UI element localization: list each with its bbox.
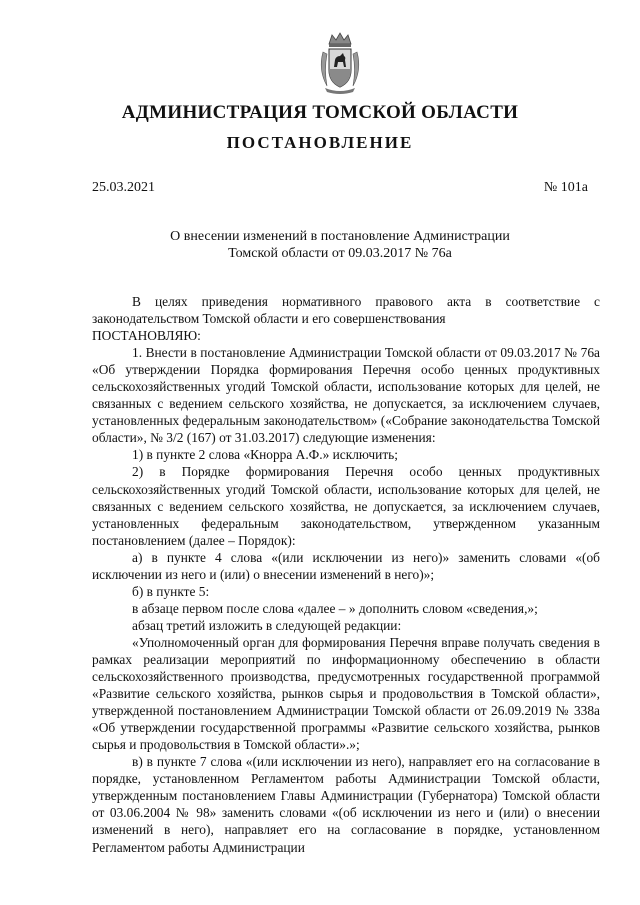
paragraph: б) в пункте 5: bbox=[132, 583, 210, 599]
document-subject bbox=[120, 228, 560, 262]
coat-of-arms-icon bbox=[315, 30, 365, 95]
paragraph: 2) в Порядке формирования Перечня особо ценных продуктивных сельскохозяйственных угодий Томской области, использование которых для целей, не связанных с ведением сельского хозяйства, не допускается, за исключением случаев, установленных федеральным законодательством, утвержденном указанным постановлением (далее – Порядок): bbox=[92, 464, 600, 548]
paragraph: В целях приведения нормативного правового акта в соответствие с законодательством Томской области и его совершенствования bbox=[92, 294, 600, 327]
organization-title: АДМИНИСТРАЦИЯ ТОМСКОЙ ОБЛАСТИ bbox=[121, 102, 519, 123]
document-date: 25.03.2021 bbox=[92, 180, 155, 195]
paragraph: а) в пункте 4 слова «(или исключении из него)» заменить словами «(об исключении из него и (или) о внесении изменений в него)»; bbox=[92, 549, 600, 582]
subject-line: О внесении изменений в постановление Администрации bbox=[170, 229, 510, 244]
subject-line: Томской области от 09.03.2017 № 76а bbox=[228, 246, 452, 261]
document-number: № 101а bbox=[543, 180, 588, 195]
paragraph: «Уполномоченный орган для формирования Перечня вправе получать сведения в рамках реализации мероприятий по информационному обеспечению в области сельскохозяйственного производства, предусмотренных государственной программой «Развитие сельского хозяйства, рынков сырья и продовольствия в Томской области», утвержденной постановлением Администрации Томской области от 26.09.2019 № 338а «Об утверждении государственной программы «Развитие сельского хозяйства, рынков сырья и продовольствия в Томской области».»; bbox=[92, 634, 600, 753]
document-type: ПОСТАНОВЛЕНИЕ bbox=[226, 133, 414, 152]
paragraph: 1. Внести в постановление Администрации Томской области от 09.03.2017 № 76а «Об утверждении Порядка формирования Перечня особо ценных продуктивных сельскохозяйственных угодий Томской области, использование которых для целей, не связанных с ведением сельского хозяйства, не допускается, за исключением случаев, установленных федеральным законодательством» («Собрание законодательства Томской области», № 3/2 (167) от 31.03.2017) следующие изменения: bbox=[92, 345, 600, 446]
paragraph: 1) в пункте 2 слова «Кнорра А.Ф.» исключить; bbox=[132, 447, 399, 463]
document-body bbox=[92, 293, 600, 856]
paragraph-resolve: ПОСТАНОВЛЯЮ: bbox=[92, 328, 201, 344]
paragraph: в абзаце первом после слова «далее – » дополнить словом «сведения,»; bbox=[132, 600, 538, 616]
paragraph: в) в пункте 7 слова «(или исключении из него), направляет его на согласование в порядке, установленном Регламентом работы Администрации Томской области, утвержденным постановлением Главы Администрации (Губернатора) Томской области от 03.06.2004 № 98» заменить словами «(об исключении из него и (или) о внесении изменений в него), направляет его на согласование в порядке, установленном Регламентом работы Администрации bbox=[92, 754, 600, 855]
paragraph: абзац третий изложить в следующей редакции: bbox=[132, 617, 402, 633]
